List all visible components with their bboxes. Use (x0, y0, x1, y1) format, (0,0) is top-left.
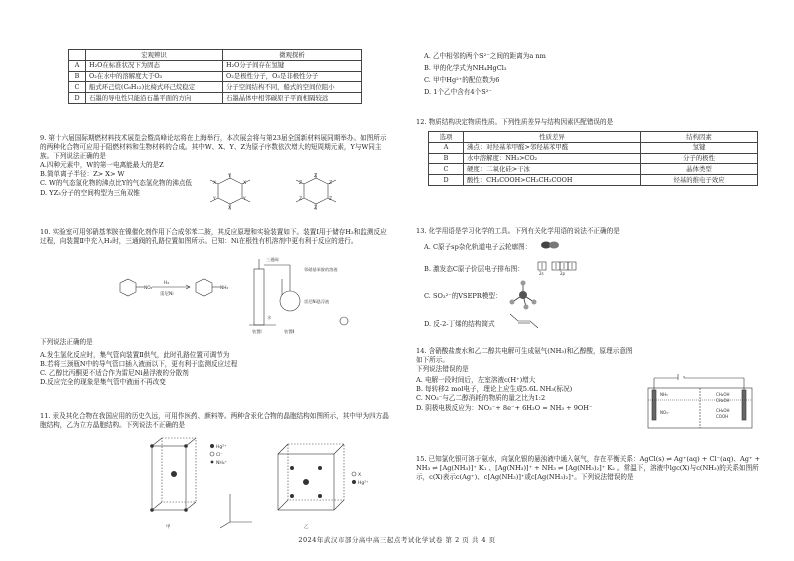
apparatus-label: 装置Ⅰ (252, 329, 262, 334)
orbital-label: 2p (560, 271, 566, 276)
page-footer: 2024年武汉市部分高中高三起点考试化学试卷 第 2 页 共 4 页 (298, 536, 496, 544)
svg-text:Y: Y (228, 174, 231, 179)
svg-text:X: X (228, 206, 232, 211)
table-cell: 水中溶解度：NH₃>CO₂ (464, 153, 641, 164)
table-cell: 分子空间结构不同，船式的空间位阻小 (223, 82, 362, 93)
option-a: A.四种元素中，W的第一电离能最大的是Z (40, 161, 164, 170)
apparatus-label: 雷尼Ni悬浮液 (304, 299, 330, 304)
table-header-cell: 结构因素 (641, 132, 758, 143)
legend-label: Hg²⁺ (358, 481, 369, 486)
question-stem: 11. 汞及其化合物在我国应用的历史久远，可用作医药、颜料等。两种含汞化合物的晶胞结构如图所示，其中甲为四方晶胞结构，乙为立方晶胞结构。下列说法不正确的是 (40, 412, 389, 430)
property-table (68, 49, 362, 104)
option-c: C. W的气态氢化物的沸点比Y的气态氢化物的沸点低 (40, 179, 193, 188)
svg-text:NO₂: NO₂ (144, 286, 153, 291)
table-cell: 石墨的导电性只能沿石墨平面的方向 (86, 93, 223, 104)
diagram-label: CH₂OH (716, 392, 730, 397)
table-cell: 石墨晶体中相邻碳原子平面相隔较远 (223, 93, 362, 104)
table-cell: O₂在水中的溶解度大于O₃ (86, 71, 223, 82)
option-c: C. NO₃⁻与乙二醇消耗的物质的量之比为1:2 (416, 394, 546, 403)
table-cell: 分子的极性 (641, 153, 758, 164)
option-c: C. SO₃²⁻的VSEPR模型： (424, 292, 502, 300)
svg-text:X: X (213, 181, 217, 186)
table-cell: 晶体类型 (641, 164, 758, 175)
question-11-options (424, 52, 764, 97)
diagram-label: CH₂OH (716, 408, 730, 413)
diagram-label: NH₃ (660, 392, 668, 397)
reaction-apparatus-figure (104, 255, 374, 335)
diagram-label: NO₃⁻ (660, 410, 670, 415)
svg-text:X: X (243, 181, 247, 186)
table-row (69, 60, 362, 71)
table-header-row (69, 50, 362, 61)
apparatus-label: 装置Ⅱ (284, 329, 295, 334)
table-cell: O₂是极性分子，O₃是非极性分子 (223, 71, 362, 82)
table-row (69, 71, 362, 82)
table-cell: B (429, 153, 464, 164)
crystal-cells-figure (140, 434, 380, 530)
question-stem: 13. 化学用语是学习化学的工具。下列有关化学用语的说法不正确的是 (416, 227, 620, 235)
orbital-diagram (536, 258, 592, 276)
table-row (69, 93, 362, 104)
question-12 (416, 118, 766, 127)
table-cell: A (69, 60, 86, 71)
table-cell: 烃基的推电子效应 (641, 175, 758, 186)
table-cell: H₂O在标准状况下为固态 (86, 60, 223, 71)
legend-label: Hg²⁺ (216, 445, 227, 450)
svg-text:Z: Z (329, 181, 333, 186)
table-header-row (429, 132, 758, 143)
table-header-cell: 微观探析 (223, 50, 362, 61)
table-row (429, 153, 758, 164)
table-row (429, 175, 758, 186)
legend-label: Cl⁻ (216, 453, 223, 458)
electrolysis-cell-diagram (644, 372, 760, 430)
table-row (69, 82, 362, 93)
table-row (429, 164, 758, 175)
svg-text:Y: Y (243, 197, 246, 202)
table-header-cell (69, 50, 86, 61)
structure-table (428, 131, 758, 186)
apparatus-label: 水 (267, 315, 272, 320)
reaction-reagent-bottom: 雷尼Ni (160, 292, 174, 297)
svg-text:Y: Y (213, 197, 216, 202)
svg-text:Z: Z (299, 197, 303, 202)
question-11 (40, 412, 390, 430)
option-c: C. 甲中Hg²⁺的配位数为6 (424, 76, 500, 85)
option-a: A.发生氢化反应时，集气管向装置Ⅱ供气，此时孔路位置可调节为 (40, 351, 230, 360)
svg-text:Z: Z (299, 181, 303, 186)
svg-text:Z: Z (314, 174, 318, 179)
legend-label: NH₄⁺ (216, 461, 227, 466)
question-lead: 下列说法正确的是 (40, 338, 93, 346)
figure-caption-yi: 乙 (304, 525, 309, 530)
option-a: A. 电解一段时间后，左室溶液c(H⁺)增大 (416, 376, 536, 385)
orbital-label: 2s (539, 271, 544, 276)
option-b: B. 激发态C原子价层电子排布图： (424, 265, 524, 273)
option-d: D. 1个乙中含有4个S²⁻ (424, 88, 492, 97)
diagram-label: CH₂OH (716, 398, 730, 403)
option-b: B. 甲的化学式为NH₄HgCl₃ (424, 64, 507, 73)
table-cell: C (429, 164, 464, 175)
table-cell: 酸性：CH₃COOH>CH₃CH₂COOH (464, 175, 641, 186)
table-cell: 氢键 (641, 142, 758, 153)
option-d: D. 反-2-丁烯的结构简式 (424, 320, 495, 328)
option-c: C. 乙醇比丙酮更不适合作为雷尼Ni悬浮液的分散剂 (40, 369, 189, 378)
table-cell: H₂O分子间存在氢键 (223, 60, 362, 71)
ring-structures-figure (208, 172, 388, 216)
question-lead: 下列说法错误的是 (416, 365, 469, 374)
diagram-label: COOH (716, 414, 729, 419)
option-b: B. 每转移2 mol电子，理论上应生成5.6L NH₃(标况) (416, 385, 573, 394)
question-stem: 10. 实验室可用邻硝基苯胺在镍催化剂作用下合成邻苯二胺，其反应原理和实验装置如下。装置Ⅰ用于储存H₂和监测反应过程，向装置Ⅱ中充入H₂时，三通阀的孔路位置如图所示。已知：Ni在根性有机溶剂中更有利于反应的进行。 (40, 228, 387, 246)
option-b: B.简单离子半径：Z> X> W (40, 170, 125, 179)
option-d: D. YZ₃分子的空间构型为三角双锥 (40, 188, 140, 197)
table-cell: A (429, 142, 464, 153)
apparatus-label: 三通阀 (266, 257, 279, 262)
option-d: D.反应完全的现象是集气管中液面不再改变 (40, 378, 166, 387)
table-header-cell: 宏观辨识 (86, 50, 223, 61)
table-cell: D (429, 175, 464, 186)
question-10-options (40, 338, 390, 387)
legend-label: X (358, 473, 362, 478)
table-cell: B (69, 71, 86, 82)
table-cell: 沸点：对羟基苯甲醛>邻羟基苯甲醛 (464, 142, 641, 153)
table-cell: D (69, 93, 86, 104)
svg-text:NH₂: NH₂ (220, 286, 229, 291)
question-15 (416, 455, 768, 482)
question-13 (416, 227, 766, 236)
option-a: A. 乙中相邻的两个S²⁻之间的距离为a nm (424, 52, 546, 60)
question-stem: 14. 含硝酸盐废水和乙二醇共电解可生成氨气(NH₃)和乙醇酸，原理示意图如下所示。 (416, 347, 633, 365)
table-cell: C (69, 82, 86, 93)
trans-2-butene-structure (506, 310, 546, 332)
svg-text:Z: Z (314, 206, 318, 211)
question-stem: 12. 物质结构决定物质性质。下列性质差异与结构因素匹配错误的是 (416, 118, 614, 126)
option-d: D. 阴极电极反应为：NO₃⁻+ 8e⁻+ 6H₂O = NH₃ + 9OH⁻ (416, 403, 593, 412)
vsepr-model-icon (508, 280, 538, 310)
table-header-cell: 选项 (429, 132, 464, 143)
sp-orbital-icon (540, 240, 560, 250)
question-stem: 15. 已知氯化银可溶于氨水，向氯化银的悬浊液中通入氨气，存在平衡关系：AgCl(s) ⇌ Ag⁺(aq) + Cl⁻(aq)、Ag⁺ + NH₃ ⇌ [Ag(NH₃)]⁺ K₁ 、[Ag(NH₃)]⁺ + NH₃ ⇌ [Ag(NH₃)₂]⁺ K₂ 。常温下，溶液中lgc(X)与c(NH₃)的关系如图所示，c(X)表示c(Ag⁺)、c[Ag(NH₃)]⁺或c[Ag(NH₃)₂]⁺。下列说法错误的是 (416, 455, 761, 482)
figure-caption-jia: 甲 (166, 525, 171, 530)
svg-text:Z: Z (329, 197, 333, 202)
option-b: B.若将三颈瓶N中的导气管口插入液面以下，更有利于监测反应过程 (40, 360, 238, 369)
table-cell: 船式环己烷(C₆H₁₂)比椅式环己烷稳定 (86, 82, 223, 93)
table-header-cell: 性质差异 (464, 132, 641, 143)
apparatus-label: 邻硝基苯胺的溶液 (304, 267, 338, 272)
table-row (429, 142, 758, 153)
reaction-reagent-top: H₂ (164, 281, 170, 286)
question-10 (40, 228, 390, 246)
table-cell: 硬度：二氧化硅>干冰 (464, 164, 641, 175)
option-a: A. C原子sp杂化轨道电子云轮廓图： (424, 243, 532, 251)
question-stem: 9. 第十六届国际期燃材料技术展览会暨高峰论坛将在上海举行，本次展会将与第23届全国新材料展同期举办。如图所示的两种化合物可应用于阻燃材料和生物材料的合成。其中W、X、Y、Z为原子序数依次增大的短周期元素，Y与W同主族。下列说法正确的是 (40, 134, 387, 161)
question-14 (416, 347, 636, 413)
